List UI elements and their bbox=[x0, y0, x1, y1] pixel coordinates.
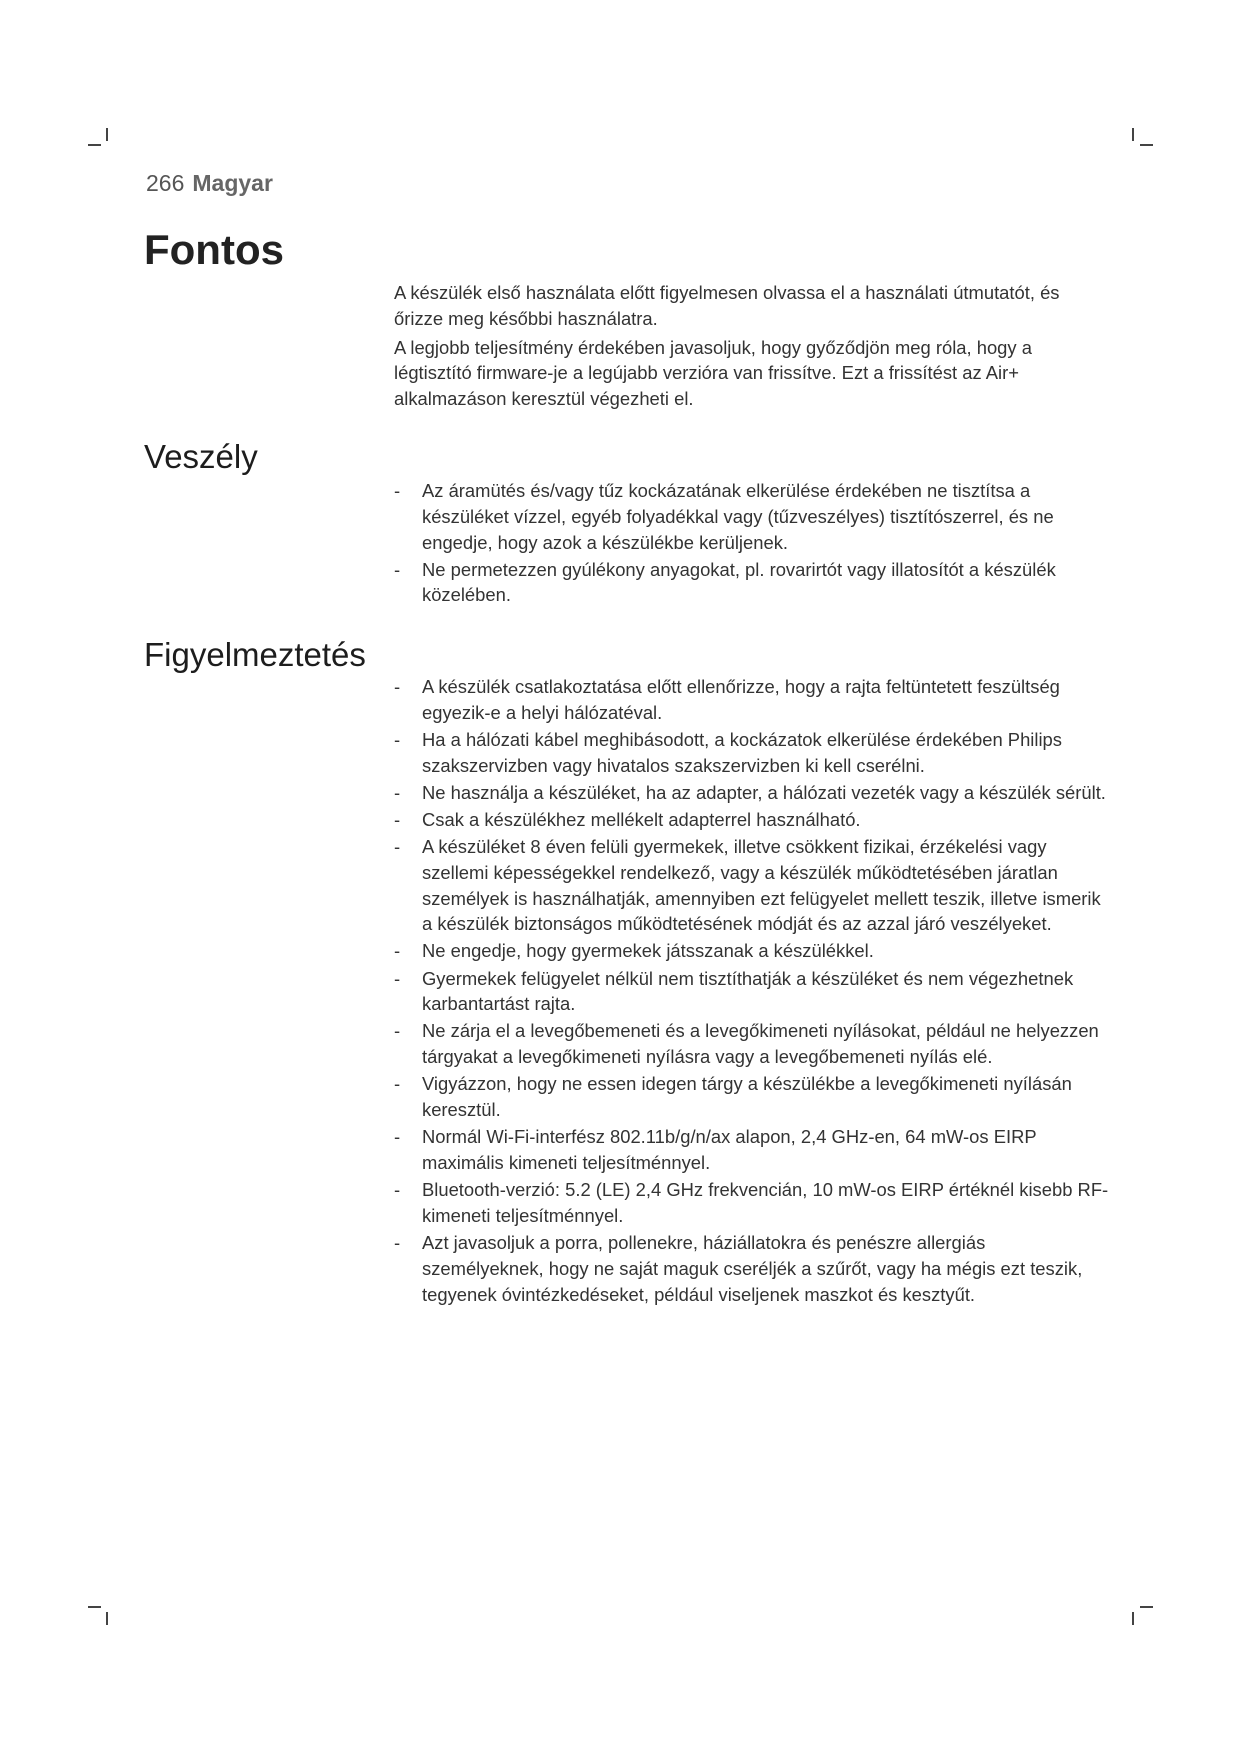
crop-mark-bottom-right-v bbox=[1132, 1612, 1134, 1625]
danger-list bbox=[394, 478, 1109, 608]
list-item: - Azt javasoljuk a porra, pollenekre, háziállatokra és penészre allergiás személyeknek, hogy ne saját maguk cseréljék a szűrőt, vagy ha mégis ezt teszik, tegyenek óvintézkedéseket, például viseljenek maszkot és kesztyűt. bbox=[394, 1230, 1109, 1307]
list-item: - Ne zárja el a levegőbemeneti és a levegőkimeneti nyílásokat, például ne helyezzen tárgyakat a levegőkimeneti nyílásra vagy a levegőbemeneti nyílás elé. bbox=[394, 1018, 1109, 1070]
crop-mark-bottom-left-v bbox=[106, 1612, 108, 1625]
section-title-warning: Figyelmeztetés bbox=[144, 636, 366, 673]
important-paragraph: A készülék első használata előtt figyelmesen olvassa el a használati útmutatót, és őrizze meg későbbi használatra. bbox=[394, 282, 1060, 329]
list-item: - Gyermekek felügyelet nélkül nem tisztíthatják a készüléket és nem végezhetnek karbantartást rajta. bbox=[394, 966, 1109, 1018]
important-paragraph: A legjobb teljesítmény érdekében javasoljuk, hogy győződjön meg róla, hogy a légtisztító firmware-je a legújabb verzióra van frissítve. Ezt a frissítést az Air+ alkalmazáson keresztül végezheti el. bbox=[394, 336, 1032, 410]
warning-body bbox=[394, 674, 1109, 1309]
language-label: Magyar bbox=[192, 170, 273, 196]
list-item: - A készüléket 8 éven felüli gyermekek, illetve csökkent fizikai, érzékelési vagy szellemi képességekkel rendelkező, vagy a készülék működtetésében járatlan személyek is használhatják, amennyiben ezt felügyelet mellett teszik, illetve ismerik a készülék biztonságos működtetésének módját és az azzal járó veszélyeket. bbox=[394, 834, 1109, 937]
list-item: - Ha a hálózati kábel meghibásodott, a kockázatok elkerülése érdekében Philips szakszervizben vagy hivatalos szakszervizben ki kell cserélni. bbox=[394, 727, 1109, 779]
list-item: - Ne használja a készüléket, ha az adapter, a hálózati vezeték vagy a készülék sérült. bbox=[394, 780, 1109, 806]
crop-mark-top-right-h bbox=[1140, 144, 1153, 146]
crop-mark-bottom-right-h bbox=[1140, 1606, 1153, 1608]
list-item: - Csak a készülékhez mellékelt adapterrel használható. bbox=[394, 807, 1109, 833]
list-item: - A készülék csatlakoztatása előtt ellenőrizze, hogy a rajta feltüntetett feszültség egyezik-e a helyi hálózatéval. bbox=[394, 674, 1109, 726]
crop-mark-bottom-left-h bbox=[88, 1606, 101, 1608]
list-item: - Bluetooth-verzió: 5.2 (LE) 2,4 GHz frekvencián, 10 mW-os EIRP értéknél kisebb RF-kimeneti teljesítménnyel. bbox=[394, 1177, 1109, 1229]
page-header bbox=[146, 170, 273, 197]
list-item: - Ne permetezzen gyúlékony anyagokat, pl. rovarirtót vagy illatosítót a készülék közelében. bbox=[394, 557, 1109, 609]
list-item: - Vigyázzon, hogy ne essen idegen tárgy a készülékbe a levegőkimeneti nyílásán keresztül. bbox=[394, 1071, 1109, 1123]
list-item: - Az áramütés és/vagy tűz kockázatának elkerülése érdekében ne tisztítsa a készüléket vízzel, egyéb folyadékkal vagy (tűzveszélyes) tisztítószerrel, és ne engedje, hogy azok a készülékbe kerüljenek. bbox=[394, 478, 1109, 555]
page-number: 266 bbox=[146, 170, 185, 196]
important-body bbox=[394, 280, 1109, 415]
section-title-danger: Veszély bbox=[144, 438, 258, 475]
crop-mark-top-left-h bbox=[88, 144, 101, 146]
danger-body bbox=[394, 478, 1109, 610]
section-title-important: Fontos bbox=[144, 226, 284, 273]
crop-mark-top-left-v bbox=[106, 128, 108, 141]
warning-list bbox=[394, 674, 1109, 1307]
crop-mark-top-right-v bbox=[1132, 128, 1134, 141]
list-item: - Normál Wi-Fi-interfész 802.11b/g/n/ax alapon, 2,4 GHz-en, 64 mW-os EIRP maximális kimeneti teljesítménnyel. bbox=[394, 1124, 1109, 1176]
list-item: - Ne engedje, hogy gyermekek játsszanak a készülékkel. bbox=[394, 938, 1109, 964]
